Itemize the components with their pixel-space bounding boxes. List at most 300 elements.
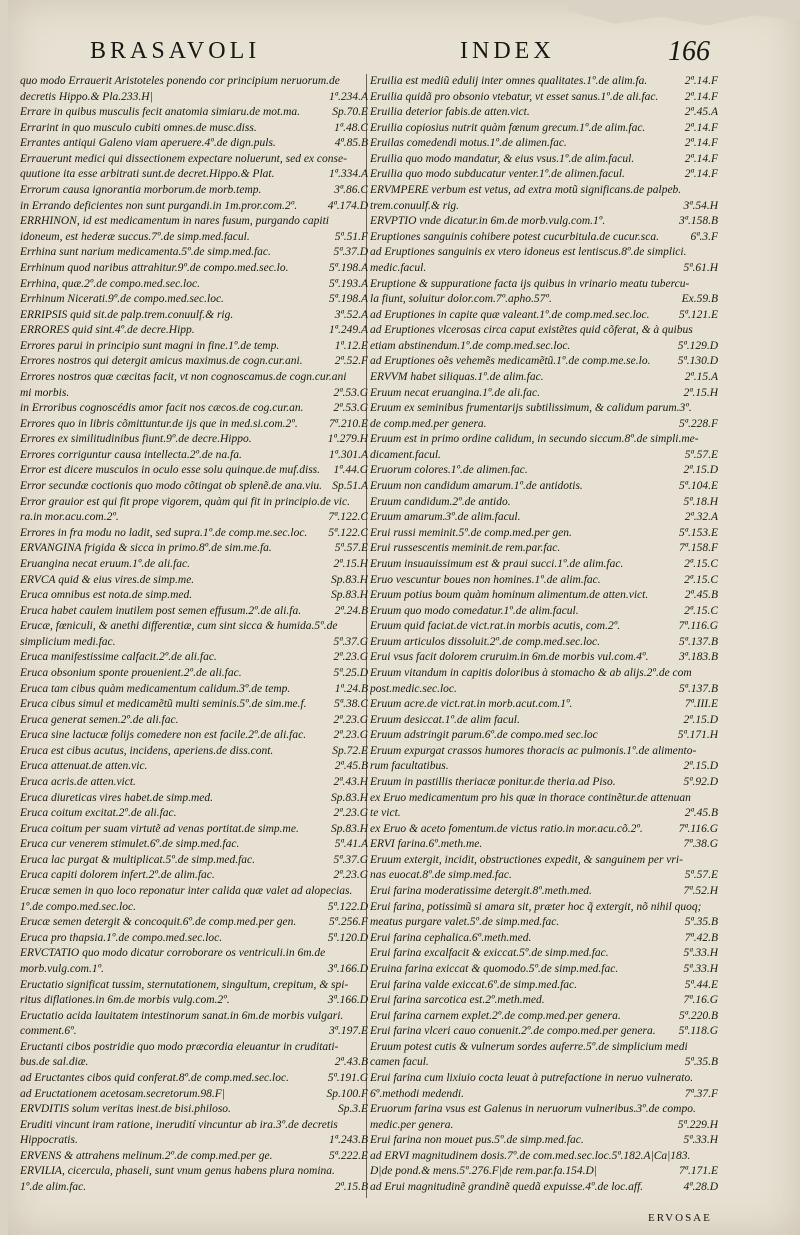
entry-text: Eruum extergit, incidit, obstructiones expedit, & sanguinem per vri-: [370, 854, 683, 866]
entry-reference: 1ª.24.B: [334, 683, 368, 695]
header-title: INDEX: [460, 38, 555, 64]
entry-text: ERVCA quid & eius vires.de simp.me.: [20, 574, 195, 586]
index-entry-line: [20, 761, 368, 777]
index-entry-line: [20, 824, 368, 840]
index-entry-line: [370, 606, 718, 622]
index-entry-line: [370, 1026, 718, 1042]
entry-text: Eruum acre.de vict.rat.in morb.acut.com.1º.: [370, 699, 573, 711]
index-entry-line: [370, 419, 718, 435]
entry-reference: 2ª.53.G: [333, 387, 368, 399]
index-entry-line: [370, 995, 718, 1011]
index-entry-line: [20, 107, 368, 123]
entry-text: ERVVM habet siliquas.1º.de alim.fac.: [370, 371, 544, 383]
entry-text: Eruum potius boum quàm hominum alimentum.de atten.vict.: [370, 590, 649, 602]
index-entry-line: [370, 575, 718, 591]
entry-text: Eruum potest cutis & vulnerum sordes auferre.5º.de simplicium medi: [370, 1041, 688, 1053]
entry-reference: 1ª.234.A: [329, 91, 368, 103]
entry-text: Errauerunt medici qui dissectionem expectare noluerunt, sed ex conse-: [20, 153, 347, 165]
entry-reference: 5ª.228.F: [679, 418, 718, 430]
entry-reference: 7ª.122.C: [328, 512, 368, 524]
entry-reference: 2ª.15.D: [683, 465, 718, 477]
index-entry-line: [20, 668, 368, 684]
entry-text: rum facultatibus.: [370, 761, 449, 773]
index-entry-line: [370, 123, 718, 139]
entry-reference: Sp.83.H: [330, 823, 368, 835]
entry-text: ERVANGINA frigida & sicca in primo.8º.de sim.me.fa.: [20, 543, 272, 555]
index-entry-line: [20, 1120, 368, 1136]
entry-text: Erui farina excalfacit & exiccat.5º.de simp.med.fac.: [370, 948, 609, 960]
index-entry-line: [20, 76, 368, 92]
index-entry-line: [20, 263, 368, 279]
index-entry-line: [20, 1089, 368, 1105]
entry-reference: 5ª.198.A: [329, 262, 368, 274]
entry-text: ad Eructantes cibos quid conferat.8º.de comp.med.sec.loc.: [20, 1073, 289, 1084]
entry-reference: 2ª.15.C: [684, 574, 718, 586]
index-entry-line: [370, 933, 718, 949]
entry-reference: 2ª.45.B: [334, 761, 368, 773]
index-entry-line: [20, 341, 368, 357]
entry-text: Eruilia quo modo subducatur venter.1º.de alimen.facul.: [370, 169, 625, 181]
entry-reference: 5ª.120.D: [327, 932, 368, 944]
entry-text: Eruum quid faciat.de vict.rat.in morbis acutis, com.2º.: [370, 621, 621, 633]
entry-text: Eruum vitandum in capitis doloribus à stomacho & ab alijs.2º.de com: [370, 667, 692, 679]
entry-text: Eructanti cibos postridie quo modo præcordia eleuantur in cruditati-: [20, 1041, 339, 1053]
entry-reference: 5ª.25.D: [333, 667, 368, 679]
entry-text: ritus diflationes.in 6m.de morbis vulg.com.2º.: [20, 995, 230, 1007]
index-entry-line: [370, 559, 718, 575]
entry-text: Erucæ, fœniculi, & anethi differentiæ, cum sint sicca & humida.5º.de: [20, 621, 338, 633]
entry-reference: 5ª.130.D: [677, 356, 718, 368]
entry-text: ad Eruptiones sanguinis ex vtero idoneus est lentiscus.8º.de simplici.: [370, 247, 687, 259]
entry-text: Eruorum farina vsus est Galenus in neruorum vulneribus.3º.de compo.: [370, 1104, 696, 1116]
index-entry-line: [370, 310, 718, 326]
entry-reference: 5ª.37.G: [333, 854, 368, 866]
index-entry-line: [370, 637, 718, 653]
entry-text: Eruum ex seminibus frumentarijs subtilissimum, & calidum parum.3º.: [370, 403, 692, 415]
entry-text: Eruilia est mediũ edulij inter omnes qualitates.1º.de alim.fa.: [370, 76, 648, 87]
entry-text: Eruca manifestissime calfacit.2º.de ali.fac.: [20, 652, 217, 664]
entry-reference: 5ª.122.C: [328, 527, 368, 539]
running-header: [8, 36, 800, 76]
entry-text: Erucæ semen detergit & concoquit.6º.de comp.med.per gen.: [20, 917, 297, 929]
index-entry-line: [370, 590, 718, 606]
index-entry-line: [20, 1057, 368, 1073]
index-entry-line: [370, 715, 718, 731]
index-entry-line: [370, 980, 718, 996]
entry-reference: 5ª.57.E: [684, 870, 718, 882]
entry-text: Eruina farina exiccat & quomodo.5º.de simp.med.fac.: [370, 963, 619, 975]
index-entry-line: [370, 543, 718, 559]
index-entry-line: [370, 917, 718, 933]
entry-reference: 5ª.222.E: [329, 1150, 368, 1162]
entry-reference: 2ª.14.F: [684, 76, 718, 87]
entry-text: Eruca generat semen.2º.de ali.fac.: [20, 714, 179, 726]
entry-text: Errantes antiqui Galeno viam aperuere.4º.de dign.puls.: [20, 138, 276, 150]
entry-text: decretis Hippo.& Pla.233.H|: [20, 91, 153, 103]
entry-reference: 1ª.48.C: [334, 122, 368, 134]
entry-text: Errores quo in libris cõmittuntur.de ijs que in med.si.com.2º.: [20, 418, 298, 430]
entry-text: ERVENS & attrahens melinum.2º.de comp.med.per ge.: [20, 1150, 273, 1162]
index-entry-line: [370, 964, 718, 980]
entry-text: Eruum quo modo comedatur.1º.de alim.facul.: [370, 605, 579, 617]
index-entry-line: [370, 185, 718, 201]
entry-text: Eruca cur venerem stimulet.6º.de simp.med.fac.: [20, 839, 240, 851]
entry-reference: Sp.51.A: [332, 481, 368, 493]
index-entry-line: [20, 964, 368, 980]
entry-text: Errorum causa ignorantia morborum.de morb.temp.: [20, 185, 262, 197]
entry-text: Erui vsus facit dolorem cruruim.in 6m.de morbis vul.com.4º.: [370, 652, 649, 664]
entry-text: Hippocratis.: [20, 1135, 78, 1147]
catchword: ERVOSAE: [648, 1212, 712, 1224]
entry-text: Eruca lac purgat & multiplicat.5º.de simp.med.fac.: [20, 854, 256, 866]
entry-reference: 7ª.171.E: [679, 1166, 718, 1178]
entry-reference: 3ª.197.E: [329, 1026, 368, 1038]
book-page: [8, 0, 800, 1235]
index-entry-line: [370, 138, 718, 154]
entry-text: te vict.: [370, 808, 401, 820]
index-entry-line: [20, 388, 368, 404]
entry-reference: 5ª.193.A: [329, 278, 368, 290]
entry-reference: 2ª.32.A: [684, 512, 718, 524]
index-entry-line: [20, 839, 368, 855]
index-entry-line: [20, 232, 368, 248]
index-entry-line: [370, 668, 718, 684]
entry-reference: Sp.72.E: [332, 745, 368, 757]
entry-text: morb.vulg.com.1º.: [20, 963, 105, 975]
entry-text: Erui farina cum lixiuio cocta leuat à putrefactione in neruo vulnerato.: [370, 1073, 694, 1084]
index-entry-line: [20, 1026, 368, 1042]
index-entry-line: [370, 824, 718, 840]
entry-reference: 2ª.43.H: [333, 777, 368, 789]
entry-text: camen facul.: [370, 1057, 429, 1069]
index-entry-line: [20, 310, 368, 326]
index-entry-line: [20, 715, 368, 731]
entry-reference: 7ª.III.E: [684, 699, 718, 711]
entry-text: Eructatio significat tussim, sternutationem, singultum, crepitum, & spi-: [20, 979, 349, 991]
entry-reference: Sp.3.E: [337, 1104, 368, 1116]
index-entry-line: [20, 372, 368, 388]
index-entry-line: [370, 465, 718, 481]
entry-text: D|de pond.& mens.5º.276.F|de rem.par.fa.154.D|: [370, 1166, 597, 1178]
index-entry-line: [370, 948, 718, 964]
entry-reference: 2ª.53.G: [333, 403, 368, 415]
entry-reference: 5ª.191.G: [327, 1073, 368, 1084]
entry-text: etiam abstinendum.1º.de comp.med.sec.loc.: [370, 340, 571, 352]
index-entry-line: [370, 356, 718, 372]
entry-text: ERRORES quid sint.4º.de decre.Hipp.: [20, 325, 195, 337]
index-entry-line: [370, 154, 718, 170]
index-entry-line: [20, 1135, 368, 1151]
entry-reference: 2ª.23.G: [333, 652, 368, 664]
entry-text: Erui farina vlceri cauo conuenit.2º.de compo.med.per genera.: [370, 1026, 656, 1038]
entry-reference: 7ª.210.E: [329, 418, 368, 430]
entry-text: Erui farina, potissimũ si amara sit, præter hoc q̃ extergit, nõ nihil quoq;: [370, 901, 702, 913]
entry-reference: 1ª.279.H: [327, 434, 368, 446]
entry-reference: 2ª.14.F: [684, 138, 718, 150]
entry-text: Errhina sunt narium medicamenta.5º.de simp.med.fac.: [20, 247, 271, 259]
entry-reference: 5ª.35.B: [684, 1057, 718, 1069]
index-entry-line: [20, 746, 368, 762]
entry-text: post.medic.sec.loc.: [370, 683, 457, 695]
index-entry-line: [370, 1166, 718, 1182]
index-entry-line: [20, 637, 368, 653]
index-entry-line: [20, 590, 368, 606]
entry-text: Eruca sine lactucæ folijs comedere non est facile.2º.de ali.fac.: [20, 730, 307, 742]
index-entry-line: [20, 1151, 368, 1167]
entry-text: idoneum, est hederæ succus.7º.de simp.med.facul.: [20, 231, 250, 243]
index-entry-line: [370, 855, 718, 871]
entry-reference: 7ª.42.B: [684, 932, 718, 944]
entry-reference: 4ª.28.D: [683, 1182, 718, 1194]
entry-text: ERVI farina.6º.meth.me.: [370, 839, 483, 851]
entry-reference: 2ª.15.D: [683, 761, 718, 773]
index-entry-line: [370, 341, 718, 357]
entry-reference: 5ª.33.H: [683, 948, 718, 960]
entry-text: mi morbis.: [20, 387, 70, 399]
index-entry-line: [20, 1182, 368, 1198]
entry-reference: 2ª.23.G: [333, 870, 368, 882]
entry-text: ERVCTATIO quo modo dicatur corroborare os ventriculi.in 6m.de: [20, 948, 326, 960]
entry-text: Eruca est cibus acutus, incidens, aperiens.de diss.cont.: [20, 745, 274, 757]
entry-text: 1º.de alim.fac.: [20, 1182, 87, 1194]
entry-text: Errare in quibus musculis fecit anatomia simiaru.de mot.ma.: [20, 107, 301, 119]
entry-text: Eruum amarum.3º.de alim.facul.: [370, 512, 521, 524]
entry-text: Eruca cibus simul et medicamẽtũ multi seminis.5º.de sim.me.f.: [20, 699, 307, 711]
entry-text: Eruum insuauissimum est & praui succi.1º.de alim.fac.: [370, 558, 624, 570]
page-number: 166: [668, 36, 710, 67]
index-entry-line: [370, 730, 718, 746]
entry-text: Errhina, quæ.2º.de compo.med.sec.loc.: [20, 278, 200, 290]
entry-reference: 2ª.24.B: [334, 605, 368, 617]
entry-text: ad Eruptiones vlcerosas circa caput existẽtes quid cõferat, & à quibus: [370, 325, 693, 337]
entry-reference: 3ª.183.B: [679, 652, 718, 664]
index-entry-line: [370, 1120, 718, 1136]
entry-text: Eruca capiti dolorem infert.2º.de alim.fac.: [20, 870, 215, 882]
index-entry-line: [20, 201, 368, 217]
index-entry-line: [370, 761, 718, 777]
entry-text: Eruum articulos dissoluit.2º.de comp.med.sec.loc.: [370, 636, 601, 648]
entry-text: ERVMPERE verbum est vetus, ad extra motũ significans.de palpeb.: [370, 185, 682, 197]
right-column: [370, 76, 718, 1198]
index-entry-line: [370, 870, 718, 886]
entry-reference: 4ª.85.B: [334, 138, 368, 150]
entry-reference: 5ª.44.E: [684, 979, 718, 991]
entry-text: Eruca tam cibus quàm medicamentum calidum.3º.de temp.: [20, 683, 291, 695]
index-entry-line: [370, 434, 718, 450]
entry-text: Eruca habet caulem inutilem post semen effusum.2º.de ali.fa.: [20, 605, 302, 617]
entry-reference: 1ª.243.B: [329, 1135, 368, 1147]
entry-reference: 5ª.38.C: [334, 699, 368, 711]
entry-reference: 5ª.33.H: [683, 963, 718, 975]
index-entry-line: [20, 980, 368, 996]
index-entry-line: [20, 434, 368, 450]
index-entry-line: [370, 1135, 718, 1151]
entry-text: in Errando deficientes non sunt purgandi.in 1m.pror.com.2º.: [20, 200, 298, 212]
entry-text: dicament.facul.: [370, 449, 441, 461]
index-entry-line: [370, 450, 718, 466]
index-entry-line: [370, 388, 718, 404]
entry-text: Errores corriguntur causa intellecta.2º.de na.fa.: [20, 449, 242, 461]
entry-text: ad Eructationem acetosam.secretorum.98.F|: [20, 1088, 225, 1100]
entry-text: Eruum necat eruangina.1º.de ali.fac.: [370, 387, 540, 399]
entry-text: Eruilia quidã pro obsonio vtebatur, vt esset sanus.1º.de ali.fac.: [370, 91, 659, 103]
entry-text: ERRIPSIS quid sit.de palp.trem.conuulf.& rig.: [20, 309, 234, 321]
index-entry-line: [370, 1073, 718, 1089]
index-entry-line: [370, 201, 718, 217]
entry-reference: 5ª.104.E: [679, 481, 718, 493]
entry-text: Eruca obsonium sponte prouenient.2º.de ali.fac.: [20, 667, 242, 679]
entry-text: Erui farina carnem explet.2º.de comp.med.per genera.: [370, 1010, 621, 1022]
entry-text: ad Eruptiones oẽs vehemẽs medicamẽtũ.1º.de comp.me.se.lo.: [370, 356, 651, 368]
index-entry-line: [20, 777, 368, 793]
index-entry-line: [370, 294, 718, 310]
entry-text: trem.conuulf.& rig.: [370, 200, 460, 212]
entry-text: Eruum in pastillis theriacæ ponitur.de theria.ad Piso.: [370, 777, 616, 789]
entry-reference: 3ª.54.H: [683, 200, 718, 212]
entry-text: ERRHINON, id est medicamentum in nares fusum, purgando capiti: [20, 216, 329, 228]
entry-reference: Sp.83.H: [330, 574, 368, 586]
index-entry-line: [20, 528, 368, 544]
index-entry-line: [20, 419, 368, 435]
index-entry-line: [370, 886, 718, 902]
entry-reference: Sp.83.H: [330, 590, 368, 602]
entry-text: ex Eruo medicamentum pro his quæ in thorace continẽtur.de attenuan: [370, 792, 691, 804]
index-entry-line: [20, 621, 368, 637]
entry-text: Eruca coitum per suam virtutẽ ad venas portitat.de simp.me.: [20, 823, 299, 835]
entry-reference: 5ª.220.B: [679, 1010, 718, 1022]
index-entry-line: [370, 512, 718, 528]
entry-text: Eruum est in primo ordine calidum, in secundo siccum.8º.de simpli.me-: [370, 434, 699, 446]
index-entry-line: [370, 1042, 718, 1058]
index-entry-line: [20, 559, 368, 575]
index-entry-line: [370, 793, 718, 809]
index-entry-line: [20, 1166, 368, 1182]
entry-reference: 5ª.61.H: [683, 262, 718, 274]
entry-reference: 5ª.121.E: [679, 309, 718, 321]
index-entry-line: [370, 247, 718, 263]
index-entry-line: [20, 325, 368, 341]
entry-text: Eruca acris.de atten.vict.: [20, 777, 136, 789]
entry-reference: 5ª.18.H: [683, 496, 718, 508]
index-entry-line: [20, 652, 368, 668]
index-entry-line: [370, 403, 718, 419]
entry-reference: 7ª.116.G: [678, 823, 718, 835]
index-entry-line: [20, 1011, 368, 1027]
entry-text: Errores nostros quæ cæcitas facit, vt non cognoscamus.de cogn.cur.ani: [20, 371, 347, 383]
index-entry-line: [20, 1042, 368, 1058]
index-entry-line: [20, 123, 368, 139]
entry-text: Eruum candidum.2º.de antido.: [370, 496, 511, 508]
index-entry-line: [20, 948, 368, 964]
torn-corner: [568, 0, 800, 34]
entry-text: Error grauior est qui fit prope vigorem, quàm qui fit in principio.de vic.: [20, 496, 350, 508]
index-entry-line: [370, 279, 718, 295]
entry-text: simplicium medi.fac.: [20, 636, 116, 648]
index-entry-line: [370, 699, 718, 715]
entry-reference: 5ª.129.D: [677, 340, 718, 352]
index-entry-line: [20, 1073, 368, 1089]
index-entry-line: [20, 730, 368, 746]
entry-text: nas euocat.8º.de simp.med.fac.: [370, 870, 512, 882]
index-entry-line: [370, 92, 718, 108]
entry-text: Eruptione & suppuratione facta ijs quibus in vrinario meatu tubercu-: [370, 278, 690, 290]
entry-text: Eruilia copiosius nutrit quàm fœnum grecum.1º.de alim.fac.: [370, 122, 646, 134]
entry-text: Eruum adstringit parum.6º.de compo.med sec.loc: [370, 730, 598, 742]
index-entry-line: [370, 528, 718, 544]
entry-text: quutione ita esse arbitrati sunt.de decret.Hippo.& Plat.: [20, 169, 275, 181]
entry-reference: 5ª.118.G: [678, 1026, 718, 1038]
entry-reference: 5ª.51.F: [334, 231, 368, 243]
index-entry-line: [20, 808, 368, 824]
entry-text: ra.in mor.acu.com.2º.: [20, 512, 119, 524]
index-entry-line: [20, 279, 368, 295]
index-entry-line: [20, 606, 368, 622]
index-entry-line: [20, 497, 368, 513]
index-entry-line: [370, 902, 718, 918]
entry-reference: 2ª.14.F: [684, 91, 718, 103]
index-entry-line: [20, 403, 368, 419]
entry-reference: 3ª.158.B: [679, 216, 718, 228]
index-entry-line: [20, 575, 368, 591]
index-entry-line: [20, 995, 368, 1011]
entry-text: Eruilia deterior fabis.de atten.vict.: [370, 107, 530, 119]
entry-text: ex Eruo & aceto fomentum.de victus ratio.in mor.acu.cõ.2º.: [370, 823, 643, 835]
entry-reference: 3ª.166.D: [327, 995, 368, 1007]
entry-text: ad Erui magnitudinẽ grandinẽ quedã expuisse.4º.de loc.aff.: [370, 1182, 644, 1194]
entry-text: ERVPTIO vnde dicatur.in 6m.de morb.vulg.com.1º.: [370, 216, 606, 228]
index-entry-line: [370, 621, 718, 637]
entry-text: comment.6º.: [20, 1026, 77, 1038]
entry-reference: 2ª.45.A: [684, 107, 718, 119]
index-entry-line: [370, 497, 718, 513]
entry-reference: 2ª.23.G: [333, 730, 368, 742]
index-entry-line: [20, 169, 368, 185]
entry-reference: 5ª.37.D: [333, 247, 368, 259]
index-entry-line: [20, 933, 368, 949]
entry-reference: 2ª.52.F: [334, 356, 368, 368]
entry-text: Erui farina valde exiccat.6º.de simp.med.fac.: [370, 979, 577, 991]
entry-text: Erui farina cephalica.6º.meth.med.: [370, 932, 532, 944]
entry-reference: 2ª.15.C: [684, 558, 718, 570]
entry-text: Errores nostros qui detergit amicus maximus.de cogn.cur.ani.: [20, 356, 303, 368]
index-entry-line: [20, 92, 368, 108]
index-entry-line: [20, 699, 368, 715]
entry-text: Error est dicere musculos in oculo esse solu quinque.de muf.diss.: [20, 465, 321, 477]
entry-text: 6º.methodi medendi.: [370, 1088, 464, 1100]
entry-reference: 5ª.198.A: [329, 294, 368, 306]
entry-reference: 3ª.166.D: [327, 963, 368, 975]
entry-text: Erui farina non mouet pus.5º.de simp.med.fac.: [370, 1135, 584, 1147]
entry-text: Errores ex similitudinibus fiunt.9º.de decre.Hippo.: [20, 434, 252, 446]
index-entry-line: [370, 372, 718, 388]
entry-text: Eruca omnibus est nota.de simp.med.: [20, 590, 193, 602]
entry-reference: Sp.83.H: [330, 792, 368, 804]
index-entry-line: [20, 512, 368, 528]
index-entry-line: [20, 793, 368, 809]
entry-reference: 7ª.158.F: [679, 543, 718, 555]
entry-text: Eruangina necat eruum.1º.de ali.fac.: [20, 558, 190, 570]
entry-text: Eruilia quo modo mandatur, & eius vsus.1º.de alim.facul.: [370, 153, 635, 165]
index-entry-line: [370, 1151, 718, 1167]
entry-text: Eruca coitum excitat.2º.de ali.fac.: [20, 808, 177, 820]
entry-reference: 2ª.14.F: [684, 122, 718, 134]
entry-reference: 7ª.37.F: [684, 1088, 718, 1100]
entry-text: Eruum desiccat.1º.de alim facul.: [370, 714, 520, 726]
left-column: [20, 76, 368, 1198]
entry-text: ad ERVI magnitudinem dosis.7º.de com.med.sec.loc.5ª.182.A|Ca|183.: [370, 1150, 691, 1162]
entry-reference: Ex.59.B: [681, 294, 718, 306]
entry-text: bus.de sal.diæ.: [20, 1057, 89, 1069]
